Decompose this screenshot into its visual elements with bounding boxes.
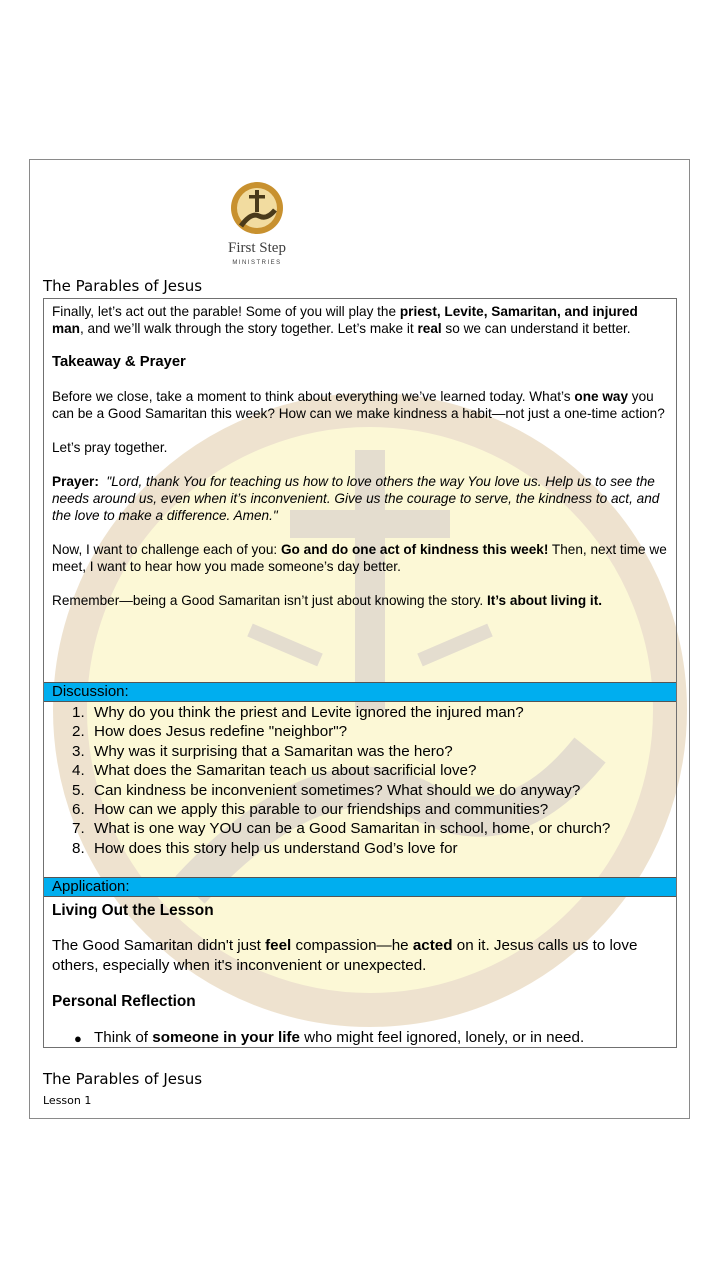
- application-section: [44, 901, 676, 1048]
- intro-paragraph: Finally, let’s act out the parable! Some of you will play the priest, Levite, Samaritan, and injured man, and we’ll walk through the story together. Let’s make it real so we can understand it better.: [52, 304, 638, 336]
- footer-lesson: Lesson 1: [43, 1094, 92, 1107]
- intro-section: [44, 303, 676, 626]
- list-item: 2. How does Jesus redefine "neighbor"?: [72, 723, 348, 741]
- list-item: 5. Can kindness be inconvenient sometimes? What should we do anyway?: [72, 781, 581, 799]
- remember-paragraph: Remember—being a Good Samaritan isn’t just about knowing the story. It’s about living it.: [52, 593, 603, 608]
- first-step-logo: [211, 172, 331, 272]
- header-title: The Parables of Jesus: [43, 277, 203, 295]
- list-item: 6. How can we apply this parable to our friendships and communities?: [72, 801, 549, 819]
- svg-text:MINISTRIES: MINISTRIES: [232, 260, 282, 266]
- list-item: 7. What is one way YOU can be a Good Samaritan in school, home, or church?: [72, 820, 611, 838]
- svg-text:First Step: First Step: [228, 240, 286, 256]
- list-item: 4. What does the Samaritan teach us about sacrificial love?: [72, 762, 477, 780]
- prayer-paragraph: Prayer: "Lord, thank You for teaching us how to love others the way You love us. Help us to see the needs around us, even when it’s inconvenient. Give us the courage to serve, the kindness to act, and the love to make a difference. Amen.": [52, 474, 660, 523]
- discussion-header: Discussion:: [44, 682, 676, 702]
- pray-paragraph: Let’s pray together.: [52, 440, 168, 455]
- takeaway-heading: Takeaway & Prayer: [52, 354, 186, 370]
- footer-title: The Parables of Jesus: [43, 1070, 203, 1088]
- list-item: 8. How does this story help us understand God’s love for: [72, 839, 458, 857]
- discussion-list: [44, 703, 676, 858]
- personal-reflection-heading: Personal Reflection: [52, 993, 196, 1010]
- list-item: 1. Why do you think the priest and Levite ignored the injured man?: [72, 704, 524, 721]
- lesson-content-box: [43, 298, 677, 1048]
- reflection-paragraph: Before we close, take a moment to think about everything we’ve learned today. What’s one way you can be a Good Samaritan this week? How can we make kindness a habit—not just a one-time action?: [52, 389, 665, 421]
- challenge-paragraph: Now, I want to challenge each of you: Go and do one act of kindness this week! Then, next time we meet, I want to hear how you made someone’s day better.: [52, 542, 667, 574]
- living-out-heading: Living Out the Lesson: [52, 902, 214, 919]
- bullet-icon: ●: [74, 1031, 82, 1046]
- compassion-paragraph: The Good Samaritan didn't just feel compassion—he acted on it. Jesus calls us to love others, especially when it's inconvenient or unexpected.: [52, 937, 638, 974]
- list-item: 3. Why was it surprising that a Samaritan was the hero?: [72, 742, 453, 760]
- list-item: ● Think of someone in your life who might feel ignored, lonely, or in need.: [52, 1028, 668, 1048]
- logo-emblem-icon: [211, 172, 331, 272]
- application-header: Application:: [44, 877, 676, 897]
- document-page: [29, 159, 690, 1119]
